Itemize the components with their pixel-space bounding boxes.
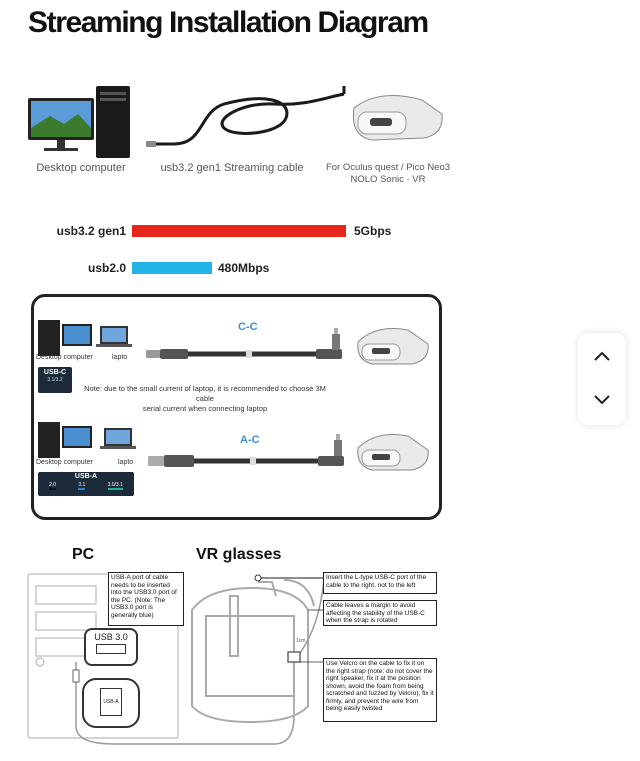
- usb-a-option-20: 2.0: [49, 482, 57, 488]
- chevron-up-icon: [593, 350, 611, 362]
- vr-glasses-label: VR glasses: [196, 546, 282, 563]
- usb3-port-label: USB 3.0: [94, 632, 128, 642]
- desktop-caption: Desktop computer: [36, 162, 126, 174]
- cc-type-label: C-C: [238, 321, 258, 333]
- callout-velcro: Use Velcro on the cable to fix it on the right strap (note: do not cover the right speaker, fix it at the position shown, avoid the foam from being scratched and fuzzed by Velcro), fix it firmly, and prevent the wire from being easily twisted: [323, 658, 437, 722]
- usb-c-port-label: USB-C: [43, 369, 67, 376]
- desktop-computer-icon: [28, 86, 130, 158]
- ac-row-illustration: [36, 420, 436, 480]
- usb-a-port-badge: [38, 472, 134, 496]
- ac-laptop-icon: [100, 428, 136, 449]
- ac-desktop-caption: Desktop computer: [36, 459, 93, 466]
- cc-desktop-icon: [38, 320, 92, 356]
- callout-cable-margin: Cable leaves a margin to avoid affecting the stability of the USB-C when the strap is rotated: [323, 600, 437, 626]
- cc-laptop-caption: lapto: [112, 354, 128, 361]
- vr-caption: [318, 162, 458, 186]
- chevron-down-icon: [593, 394, 611, 406]
- scroll-down-button[interactable]: [582, 385, 622, 415]
- vr-strap-cable: [256, 578, 324, 662]
- cc-note-line2: serial current when connecting laptop: [142, 404, 268, 413]
- ac-type-label: A-C: [240, 434, 260, 446]
- dimension-label: 1cm: [296, 638, 306, 644]
- speed-label-usb20: usb2.0: [87, 261, 126, 275]
- usb3-port-zoom: [84, 628, 138, 666]
- speed-value-usb32: 5Gbps: [354, 224, 392, 238]
- vr-caption-line1: For Oculus quest / Pico Neo3: [325, 162, 451, 173]
- top-illustration: [24, 82, 454, 162]
- cc-laptop-icon: [96, 326, 132, 347]
- pc-label: PC: [72, 546, 95, 563]
- ac-vr-headset-icon: [358, 435, 428, 471]
- speed-bar-usb20: [132, 262, 212, 274]
- cc-vr-headset-icon: [358, 329, 428, 365]
- callout-leaders: [260, 578, 324, 662]
- pc-port-callout: USB-A port of cable needs to be inserted into the USB3.0 port of the PC. (Note: The USB3.0 port is generally blue): [108, 572, 184, 626]
- usb-a-plug-zoom: [82, 678, 140, 728]
- usb-a-option-31: 3.1: [78, 482, 86, 488]
- speed-label-usb32: usb3.2 gen1: [56, 224, 126, 238]
- cc-row-illustration: [36, 314, 436, 374]
- ac-desktop-icon: [38, 422, 92, 458]
- speed-bar-usb32: [132, 225, 346, 237]
- scroll-controls: [578, 333, 626, 425]
- usb-a-port-label: USB-A: [74, 473, 98, 480]
- ac-laptop-caption: lapto: [118, 459, 134, 466]
- vr-headset-icon: [353, 96, 442, 141]
- usb-c-port-sub: 3.1/3.2: [47, 377, 63, 383]
- usb-c-port-badge: [38, 367, 72, 393]
- vr-caption-line2: NOLO Sonic · VR: [350, 174, 426, 185]
- vr-headset-outline: [192, 580, 314, 722]
- cc-note-line1: Note: due to the small current of laptop, it is recommended to choose 3M cable: [84, 384, 326, 403]
- usb-a-plug-label: USB-A: [100, 688, 122, 716]
- cable-caption: usb3.2 gen1 Streaming cable: [160, 162, 304, 174]
- cc-desktop-caption: Desktop computer: [36, 354, 93, 361]
- usb-a-option-30-31: 3.0/3.1: [107, 482, 123, 488]
- callout-usbc-direction: Insert the L-type USB-C port of the cable to the right, not to the left: [323, 572, 437, 594]
- speed-value-usb20: 480Mbps: [218, 261, 270, 275]
- scroll-up-button[interactable]: [582, 341, 622, 371]
- page-title: Streaming Installation Diagram: [28, 6, 428, 39]
- cc-note: [80, 384, 330, 414]
- streaming-cable-icon: [154, 86, 344, 144]
- usb3-slot-icon: [96, 644, 126, 654]
